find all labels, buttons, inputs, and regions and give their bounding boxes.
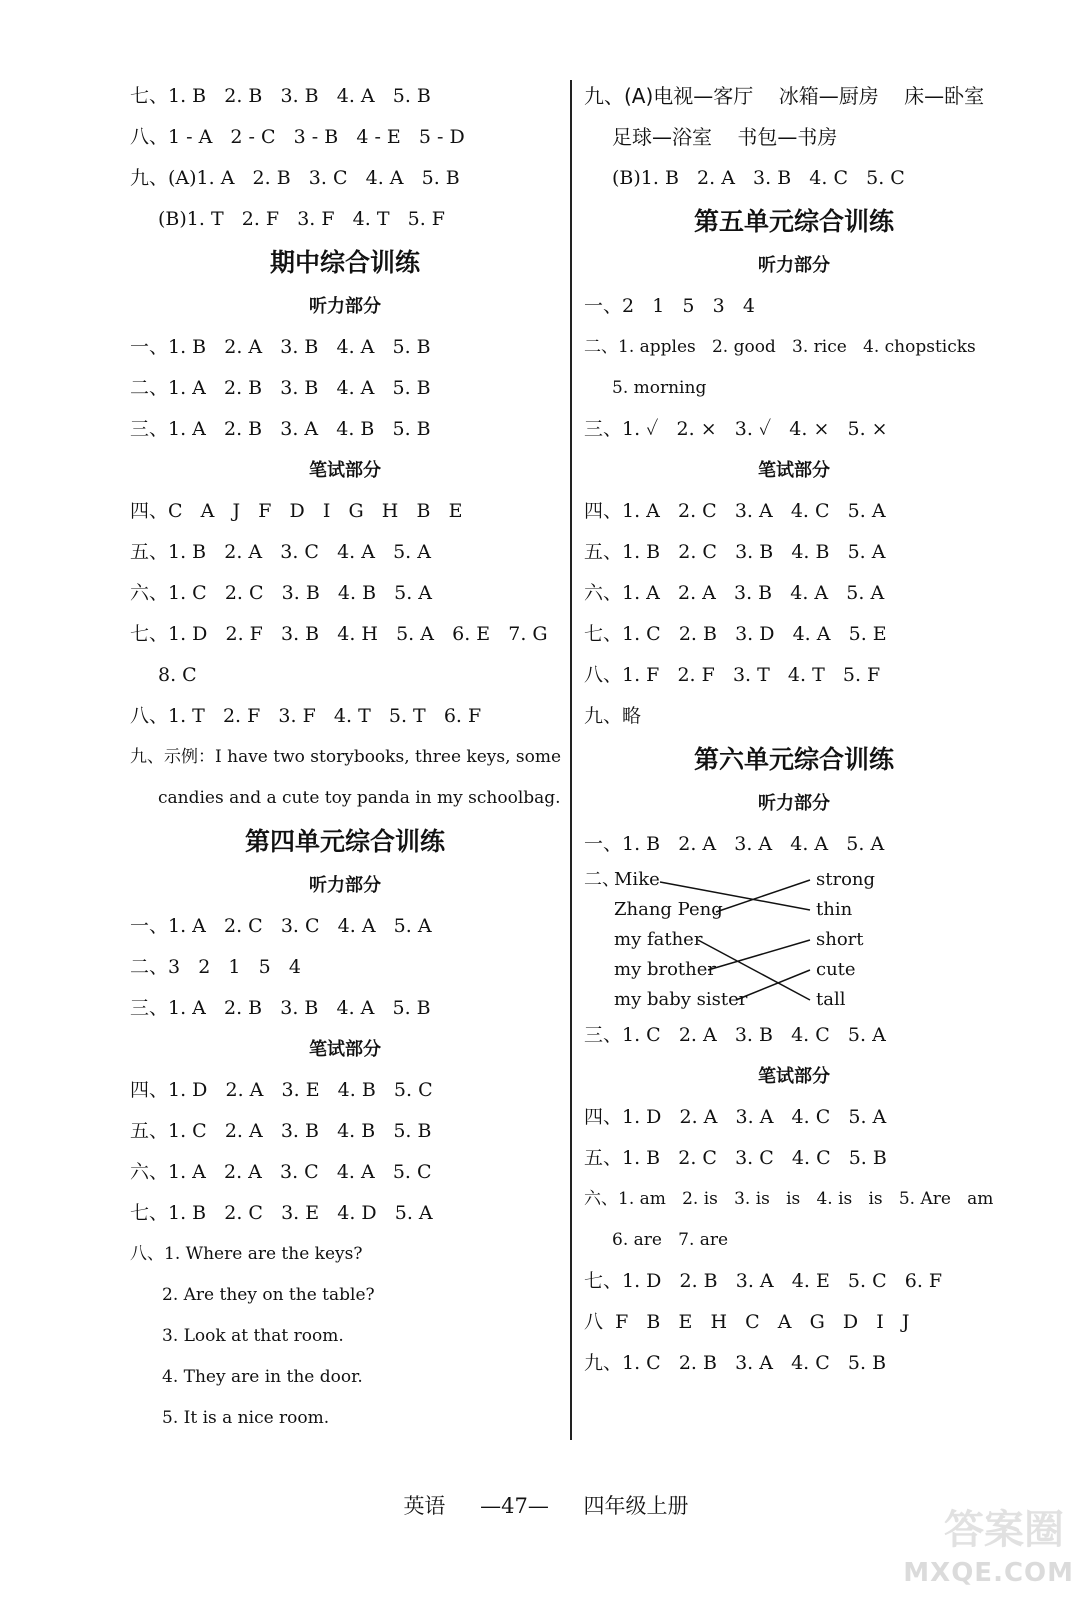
answer-line: 6. are 7. are [612,1230,729,1250]
listening-label: 听力部分 [309,875,381,896]
answer-line: 九、略 [584,705,642,727]
matching-left-item: Zhang Peng [614,899,723,920]
answer-line: 六、1. A 2. A 3. B 4. A 5. A [584,582,885,604]
answer-line: 二、3 2 1 5 4 [130,956,301,978]
answer-line: 五、1. B 2. C 3. C 4. C 5. B [584,1147,887,1169]
answer-line: 三、1. A 2. B 3. A 4. B 5. B [130,418,431,440]
answer-line: 六、1. A 2. A 3. C 4. A 5. C [130,1161,432,1183]
section-title-unit4: 第四单元综合训练 [244,827,445,856]
answer-line: 四、1. A 2. C 3. A 4. C 5. A [584,500,886,522]
column-divider [570,80,572,1440]
left-column [130,76,560,1439]
written-label: 笔试部分 [309,1039,381,1060]
answer-line: 九、(A)1. A 2. B 3. C 4. A 5. B [130,167,460,189]
answer-line: 四、1. D 2. A 3. A 4. C 5. A [584,1106,887,1128]
listening-label: 听力部分 [309,296,381,317]
matching-left-item: my father [614,929,703,950]
matching-line [708,940,810,970]
answer-line: 五、1. C 2. A 3. B 4. B 5. B [130,1120,432,1142]
answer-line: 七、1. D 2. B 3. A 4. E 5. C 6. F [584,1270,943,1292]
answer-line: 七、1. B 2. C 3. E 4. D 5. A [130,1202,433,1224]
answer-line: 八、1 - A 2 - C 3 - B 4 - E 5 - D [130,126,465,148]
answer-line: 七、1. B 2. B 3. B 4. A 5. B [130,85,431,107]
answer-line: 八 F B E H C A G D I J [584,1311,910,1333]
answer-line: 2. Are they on the table? [162,1285,375,1305]
answer-line: 九、1. C 2. B 3. A 4. C 5. B [584,1352,887,1374]
answer-line: 一、2 1 5 3 4 [584,295,755,317]
watermark [874,1498,1074,1588]
answer-line: 一、1. A 2. C 3. C 4. A 5. A [130,915,432,937]
matching-prefix: 二、 [584,869,620,890]
matching-left-item: Mike [614,869,660,890]
matching-right-item: cute [816,959,856,980]
matching-right-item: strong [816,869,876,890]
listening-label: 听力部分 [758,255,830,276]
answer-line: 八、1. T 2. F 3. F 4. T 5. T 6. F [130,705,482,727]
answer-line: 三、1. ✓ 2. × 3. ✓ 4. × 5. × [584,418,888,440]
answer-line: 5. morning [612,378,707,398]
watermark-text: MXQE.COM [903,1558,1074,1588]
answer-line: 二、1. apples 2. good 3. rice 4. chopsticks [584,337,976,357]
answer-line: (B)1. T 2. F 3. F 4. T 5. F [158,208,445,230]
answer-line: 六、1. C 2. C 3. B 4. B 5. A [130,582,433,604]
answer-line: 四、C A J F D I G H B E [130,500,463,522]
watermark-logo-icon: 答案圈 [944,1507,1064,1553]
matching-lines [584,865,1004,1015]
section-title-midterm: 期中综合训练 [269,248,420,277]
answer-line: 8. C [158,664,197,686]
answer-line: 二、1. A 2. B 3. B 4. A 5. B [130,377,431,399]
written-label: 笔试部分 [309,460,381,481]
right-column [584,76,1004,1384]
section-title-unit6: 第六单元综合训练 [693,745,894,774]
answer-line: 七、1. C 2. B 3. D 4. A 5. E [584,623,887,645]
matching-line [698,940,810,1000]
section-title-unit5: 第五单元综合训练 [693,207,894,236]
footer-subject: 英语 [403,1494,446,1518]
answer-line: 5. It is a nice room. [162,1408,330,1428]
written-label: 笔试部分 [758,1066,830,1087]
footer-page-number: —47— [480,1494,549,1518]
answer-line: (B)1. B 2. A 3. B 4. C 5. C [612,167,905,189]
answer-line: 九、(A)电视—客厅 冰箱—厨房 床—卧室 [584,84,985,108]
matching-exercise [584,865,1004,1015]
answer-line: 一、1. B 2. A 3. A 4. A 5. A [584,833,885,855]
matching-left-item: my brother [614,959,717,980]
matching-right-item: tall [816,989,846,1010]
answer-line: 三、1. A 2. B 3. B 4. A 5. B [130,997,431,1019]
matching-right-item: short [816,929,864,950]
answer-line: 三、1. C 2. A 3. B 4. C 5. A [584,1024,886,1046]
answer-line: 七、1. D 2. F 3. B 4. H 5. A 6. E 7. G [130,623,548,645]
listening-label: 听力部分 [758,793,830,814]
matching-right-item: thin [816,899,853,920]
answer-line: 八、1. F 2. F 3. T 4. T 5. F [584,664,881,686]
answer-line: 五、1. B 2. C 3. B 4. B 5. A [584,541,886,563]
answer-line: 3. Look at that room. [162,1326,344,1346]
answer-line: candies and a cute toy panda in my schoolbag. [158,788,561,808]
answer-line: 四、1. D 2. A 3. E 4. B 5. C [130,1079,433,1101]
answer-line: 九、示例：I have two storybooks, three keys, some [130,747,562,767]
answer-line: 足球—浴室 书包—书房 [612,125,838,149]
matching-line [736,970,810,1000]
matching-left-item: my baby sister [614,989,748,1010]
answer-line: 4. They are in the door. [162,1367,363,1387]
answer-line: 一、1. B 2. A 3. B 4. A 5. B [130,336,431,358]
answer-line: 六、1. am 2. is 3. is is 4. is is 5. Are am [584,1189,994,1209]
written-label: 笔试部分 [758,460,830,481]
footer-grade: 四年级上册 [583,1494,689,1518]
answer-line: 五、1. B 2. A 3. C 4. A 5. A [130,541,431,563]
answer-line: 八、1. Where are the keys? [130,1244,363,1264]
